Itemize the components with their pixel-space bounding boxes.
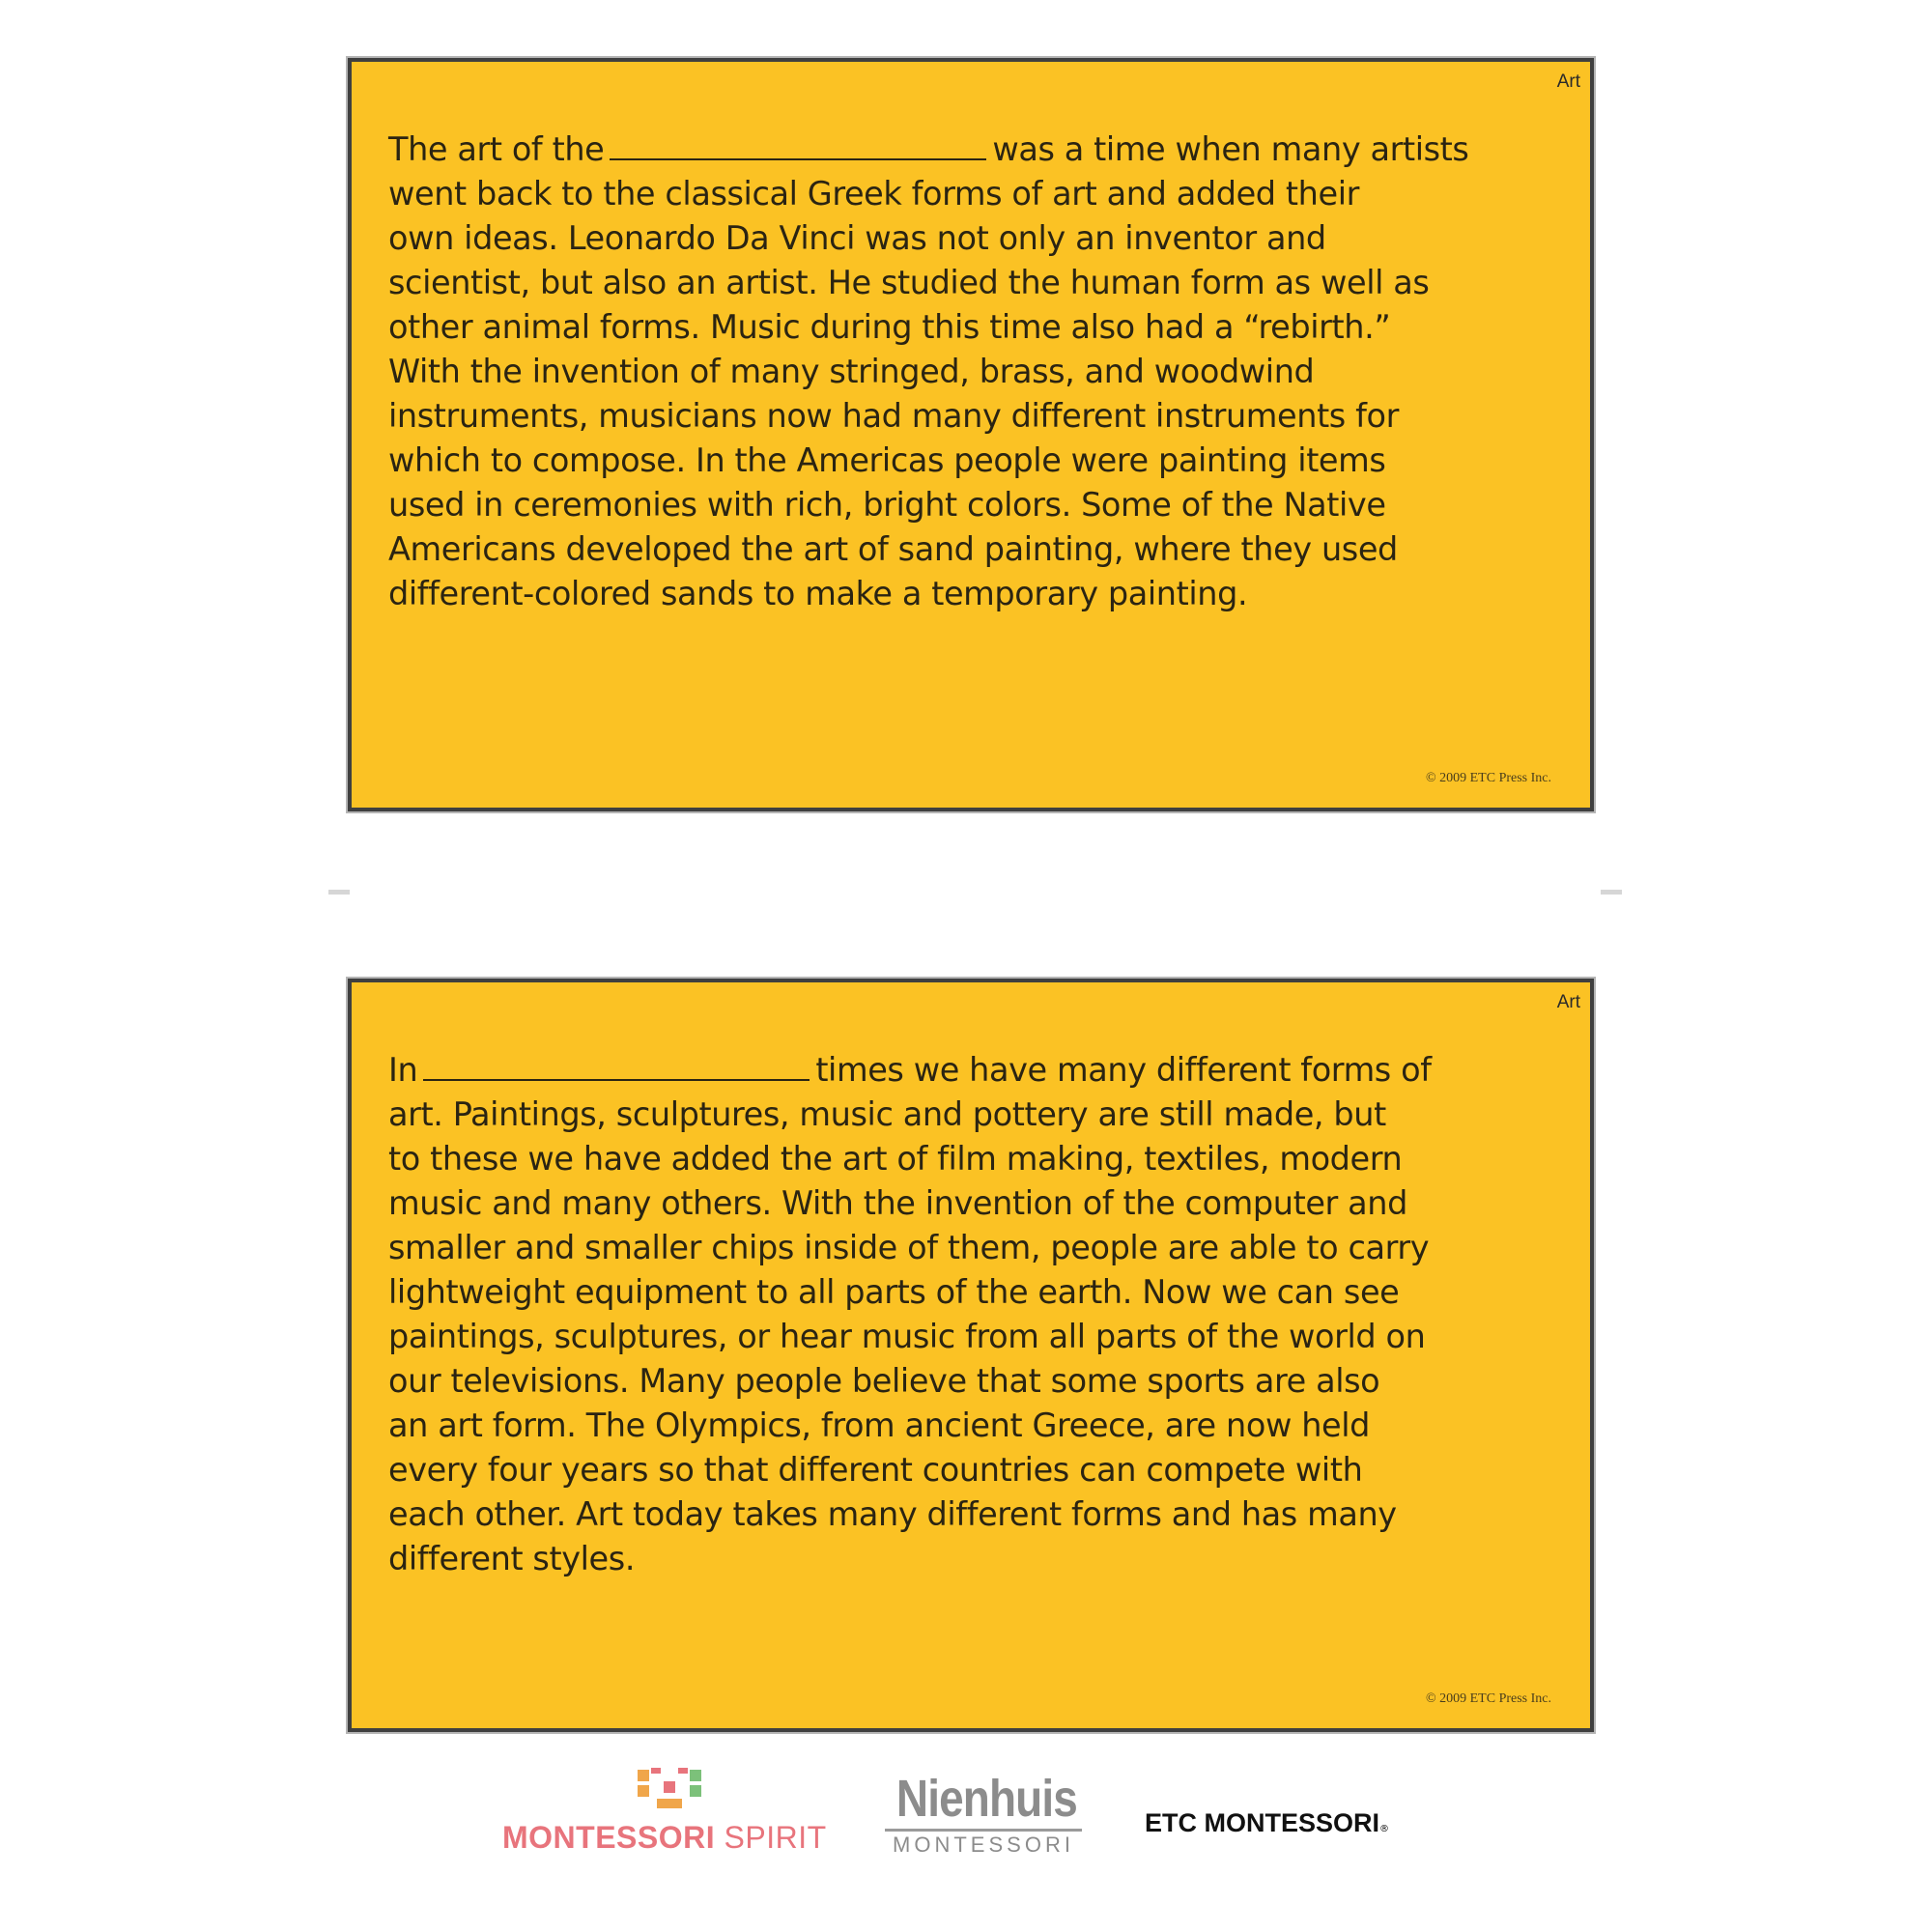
text-after-blank: times we have many different forms of xyxy=(815,1051,1432,1089)
card-line: Americans developed the art of sand painting, where they used xyxy=(388,530,1398,568)
card-line: went back to the classical Greek forms of art and added their xyxy=(388,175,1359,213)
task-card-renaissance xyxy=(348,58,1594,811)
card-copyright: © 2009 ETC Press Inc. xyxy=(1425,1691,1551,1706)
card-line: different styles. xyxy=(388,1540,636,1577)
card-line: smaller and smaller chips inside of them, people are able to carry xyxy=(388,1229,1430,1266)
cut-mark-left xyxy=(328,890,350,895)
text-after-blank: was a time when many artists xyxy=(992,130,1469,168)
card-line: art. Paintings, sculptures, music and pottery are still made, but xyxy=(388,1095,1386,1133)
text-before-blank: In xyxy=(388,1051,418,1089)
fill-in-blank xyxy=(423,1052,810,1081)
card-line: our televisions. Many people believe that some sports are also xyxy=(388,1362,1380,1400)
card-line: every four years so that different countries can compete with xyxy=(388,1451,1363,1489)
card-line: own ideas. Leonardo Da Vinci was not only an inventor and xyxy=(388,219,1326,257)
registered-mark: ® xyxy=(1379,1824,1390,1834)
nienhuis-subtitle: MONTESSORI xyxy=(893,1833,1074,1857)
card-line: to these we have added the art of film making, textiles, modern xyxy=(388,1140,1403,1178)
task-card-modern xyxy=(348,979,1594,1732)
montessori-spirit-logo xyxy=(502,1768,836,1855)
card-body xyxy=(388,128,1577,616)
fill-in-blank xyxy=(610,131,986,160)
card-line: instruments, musicians now had many different instruments for xyxy=(388,397,1399,435)
card-copyright: © 2009 ETC Press Inc. xyxy=(1425,771,1551,785)
card-subject-tag: Art xyxy=(1556,992,1580,1012)
card-line: used in ceremonies with rich, bright colors. Some of the Native xyxy=(388,486,1386,524)
card-line: an art form. The Olympics, from ancient Greece, are now held xyxy=(388,1406,1371,1444)
spirit-wordmark-bold: MONTESSORI xyxy=(502,1820,716,1855)
card-line: paintings, sculptures, or hear music from all parts of the world on xyxy=(388,1318,1426,1355)
card-line: With the invention of many stringed, brass, and woodwind xyxy=(388,353,1315,390)
card-line: scientist, but also an artist. He studied the human form as well as xyxy=(388,264,1430,301)
card-line: different-colored sands to make a temporary painting. xyxy=(388,575,1248,612)
etc-montessori-logo xyxy=(1145,1808,1415,1847)
nienhuis-rule xyxy=(885,1829,1082,1832)
card-line: which to compose. In the Americas people were painting items xyxy=(388,441,1386,479)
card-line: music and many others. With the invention of the computer and xyxy=(388,1184,1407,1222)
nienhuis-montessori-logo xyxy=(881,1770,1086,1860)
card-first-line xyxy=(388,1048,1577,1093)
nienhuis-wordmark: Nienhuis xyxy=(895,1770,1077,1828)
card-first-line xyxy=(388,128,1577,172)
card-line: lightweight equipment to all parts of the earth. Now we can see xyxy=(388,1273,1400,1311)
montessori-spirit-mark-icon xyxy=(638,1768,701,1812)
card-body xyxy=(388,1048,1577,1581)
montessori-spirit-wordmark xyxy=(502,1820,827,1856)
text-before-blank: The art of the xyxy=(388,130,605,168)
cut-mark-right xyxy=(1601,890,1622,895)
etc-wordmark: ETC MONTESSORI xyxy=(1145,1808,1380,1837)
card-line: other animal forms. Music during this time also had a “rebirth.” xyxy=(388,308,1391,346)
card-line: each other. Art today takes many different forms and has many xyxy=(388,1495,1397,1533)
spirit-wordmark-light: SPIRIT xyxy=(724,1820,827,1855)
card-subject-tag: Art xyxy=(1556,71,1580,92)
